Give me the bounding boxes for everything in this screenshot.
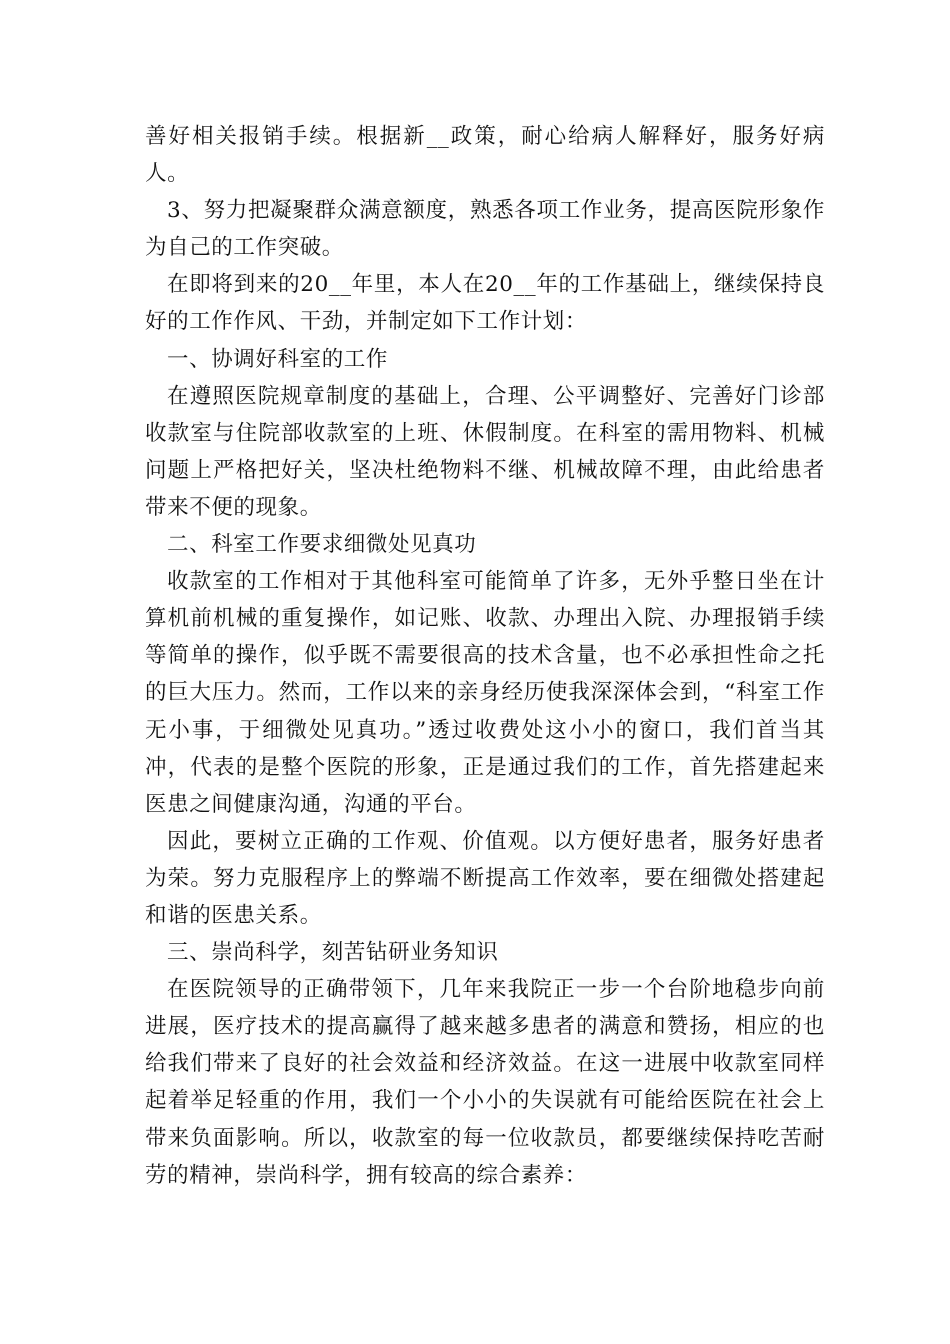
section-heading-3: 三、崇尚科学，刻苦钻研业务知识: [167, 940, 499, 966]
section-heading-2: 二、科室工作要求细微处见真功: [167, 532, 477, 558]
paragraph-plan-intro: 在即将到来的20__年里，本人在20__年的工作基础上，继续保持良好的工作作风、干劲，并制定如下工作计划：: [145, 272, 825, 335]
paragraph-section-2a: 收款室的工作相对于其他科室可能简单了许多，无外乎整日坐在计算机前机械的重复操作，如记账、收款、办理出入院、办理报销手续等简单的操作，似乎既不需要很高的技术含量，也不必承担性命之托的巨大压力。然而，工作以来的亲身经历使我深深体会到，“科室工作无小事，于细微处见真功。”透过收费处这小小的窗口，我们首当其冲，代表的是整个医院的形象，正是通过我们的工作，首先搭建起来医患之间健康沟通，沟通的平台。: [145, 569, 825, 817]
document-page: [145, 118, 825, 1194]
paragraph-section-3: 在医院领导的正确带领下，几年来我院正一步一个台阶地稳步向前进展，医疗技术的提高赢得了越来越多患者的满意和赞扬，相应的也给我们带来了良好的社会效益和经济效益。在这一进展中收款室同样起着举足轻重的作用，我们一个小小的失误就有可能给医院在社会上带来负面影响。所以，收款室的每一位收款员，都要继续保持吃苦耐劳的精神，崇尚科学，拥有较高的综合素养：: [145, 977, 825, 1188]
paragraph-section-1: 在遵照医院规章制度的基础上，合理、公平调整好、完善好门诊部收款室与住院部收款室的上班、休假制度。在科室的需用物料、机械问题上严格把好关，坚决杜绝物料不继、机械故障不理，由此给患者带来不便的现象。: [145, 383, 825, 520]
paragraph-section-2b: 因此，要树立正确的工作观、价值观。以方便好患者，服务好患者为荣。努力克服程序上的弊端不断提高工作效率，要在细微处搭建起和谐的医患关系。: [145, 828, 825, 928]
section-heading-1: 一、协调好科室的工作: [167, 346, 389, 372]
paragraph-item-3: 3、努力把凝聚群众满意额度，熟悉各项工作业务，提高医院形象作为自己的工作突破。: [145, 198, 825, 261]
paragraph-continuation: 善好相关报销手续。根据新__政策，耐心给病人解释好，服务好病人。: [145, 124, 825, 187]
